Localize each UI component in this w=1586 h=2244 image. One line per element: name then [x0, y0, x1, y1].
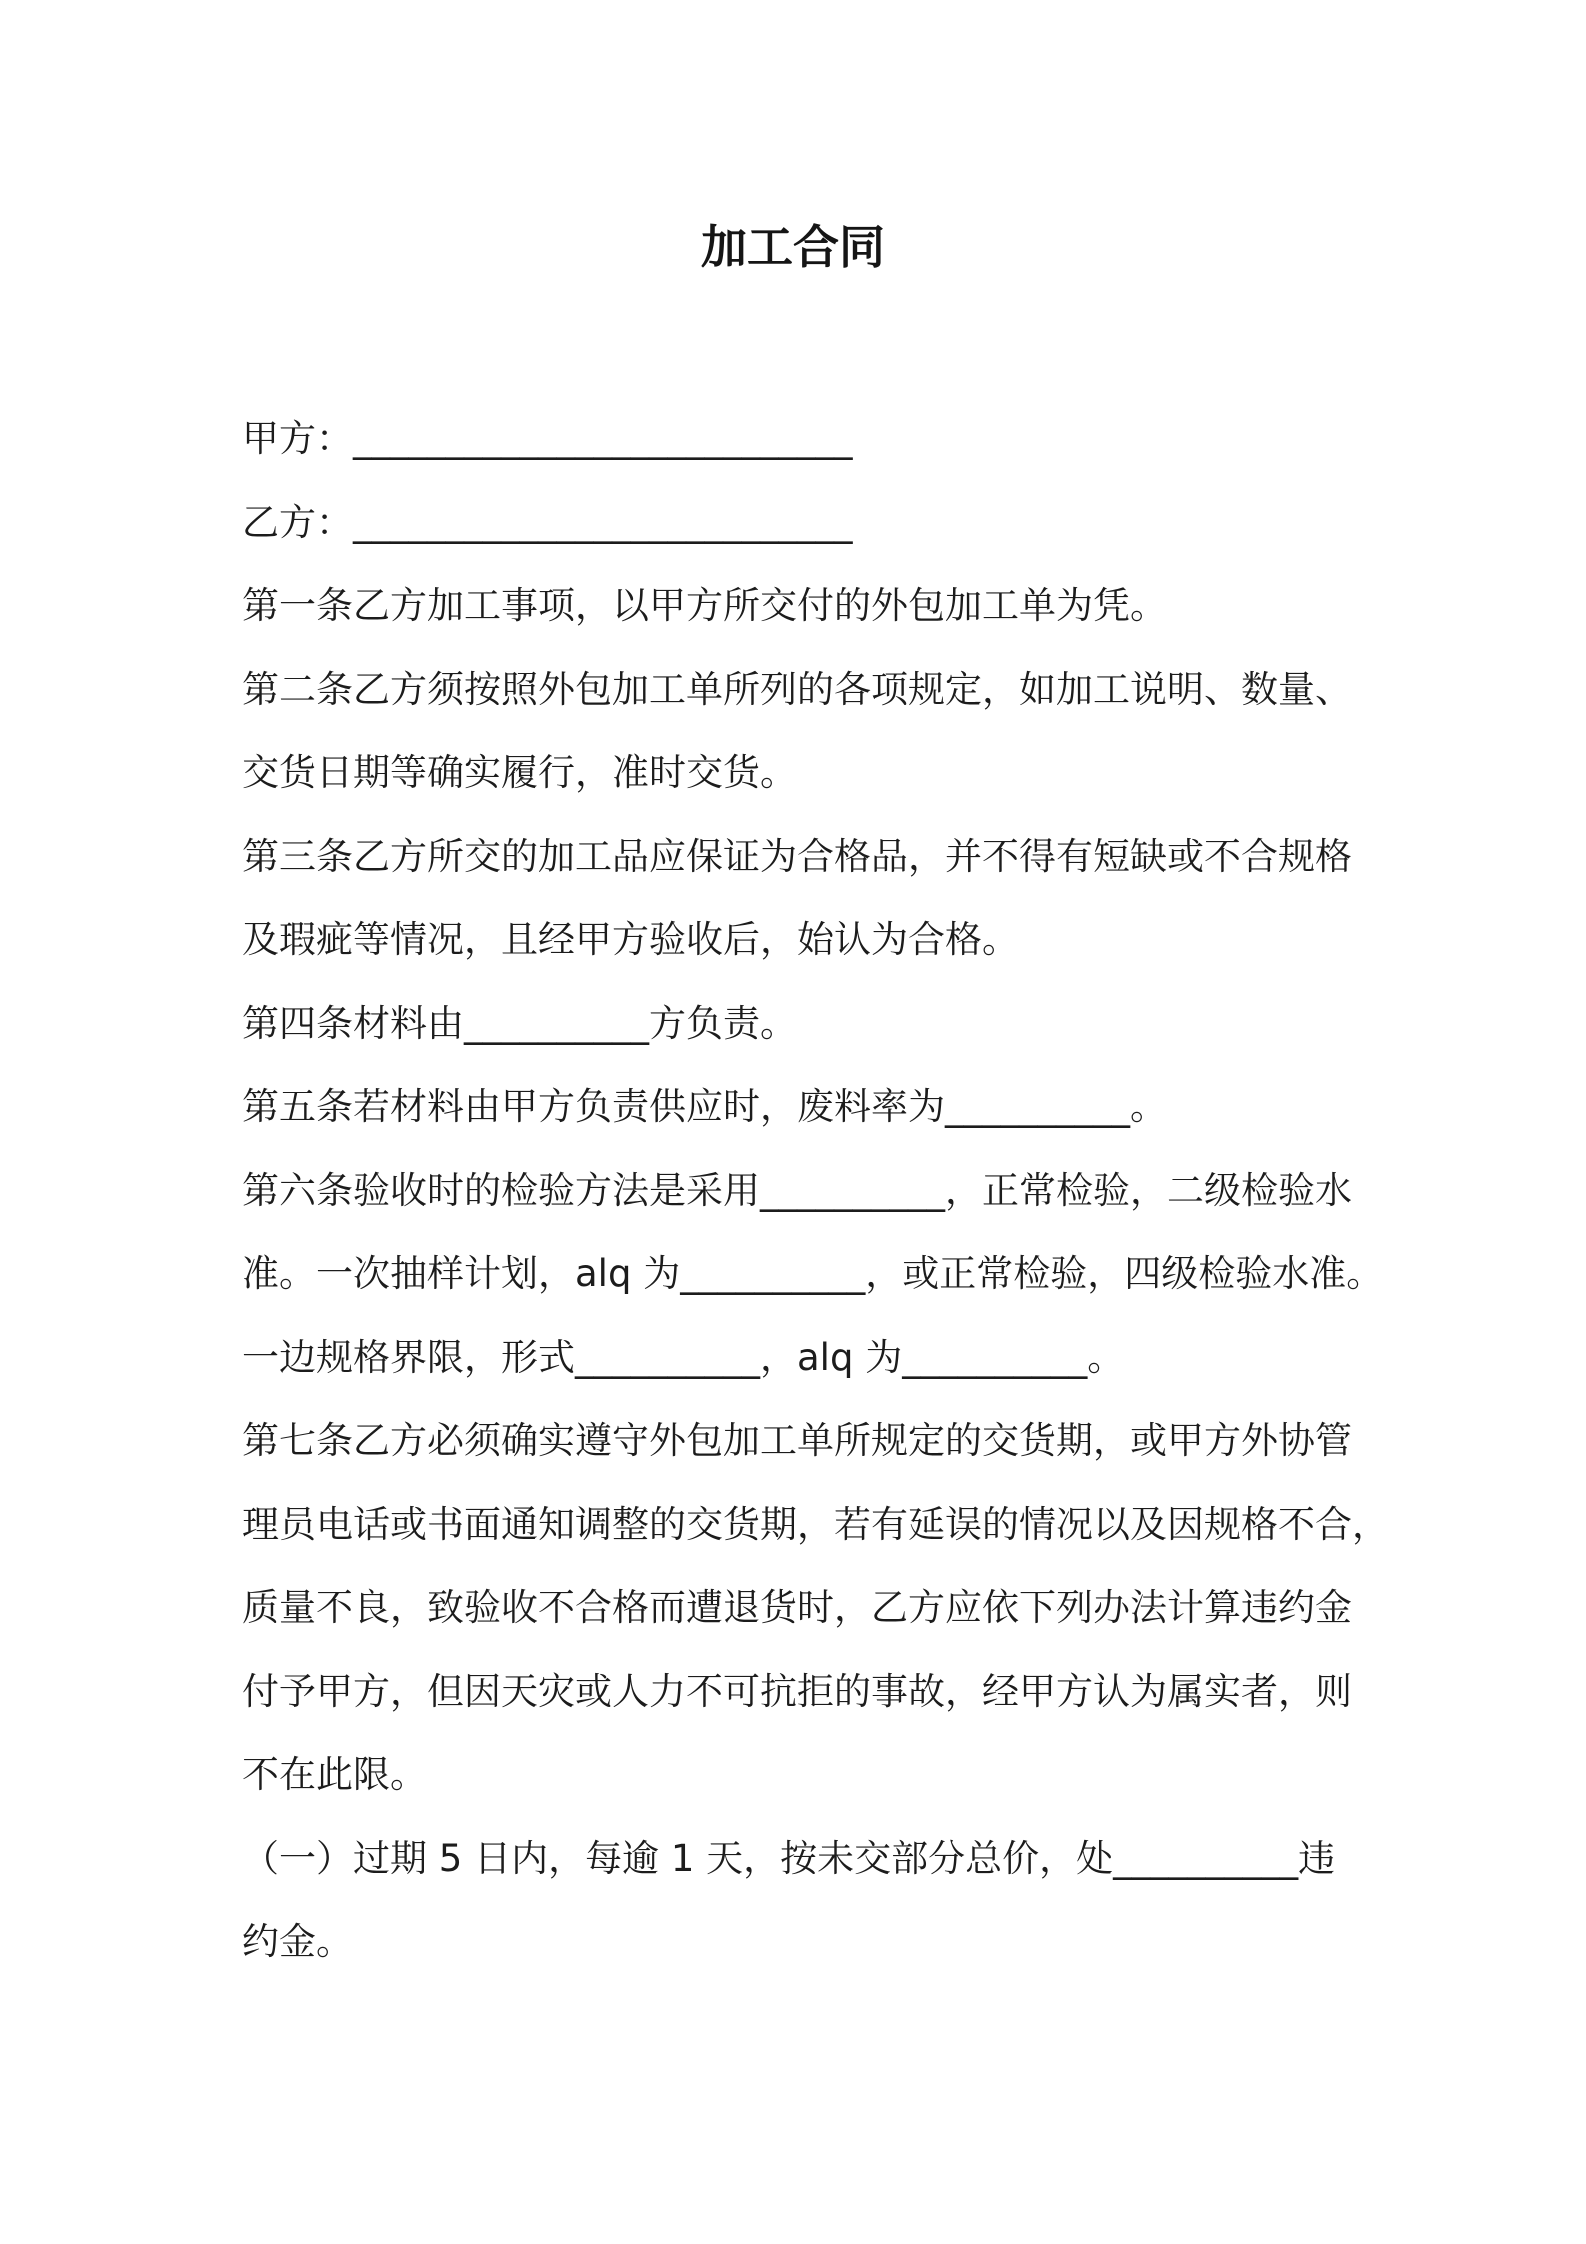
- article-6-line: 第六条验收时的检验方法是采用__________，正常检验，二级检验水: [242, 1168, 1352, 1212]
- article-3-line: 及瑕疵等情况，且经甲方验收后，始认为合格。: [242, 918, 1019, 961]
- article-2-paragraph: [242, 648, 1482, 815]
- clause-1-line: （一）过期 5 日内，每逾 1 天，按未交部分总价，处__________违: [242, 1836, 1336, 1880]
- clause-1-line: 约金。: [242, 1920, 353, 1963]
- article-6-paragraph: [242, 1149, 1482, 1400]
- party-b-line: 乙方：___________________________: [242, 500, 853, 544]
- article-7-line: 理员电话或书面通知调整的交货期，若有延误的情况以及因规格不合，: [242, 1502, 1389, 1546]
- clause-1-paragraph: [242, 1817, 1482, 1984]
- article-7-line: 不在此限。: [242, 1753, 427, 1796]
- article-2-line: 交货日期等确实履行，准时交货。: [242, 751, 797, 794]
- document-title: 加工合同: [701, 220, 885, 274]
- article-3-paragraph: [242, 815, 1482, 982]
- article-5-line: 第五条若材料由甲方负责供应时，废料率为__________。: [242, 1085, 1167, 1128]
- article-4-paragraph: [242, 982, 1482, 1066]
- article-6-line: 准。一次抽样计划，alq 为__________，或正常检验，四级检验水准。: [242, 1252, 1384, 1295]
- party-b-paragraph: [242, 481, 1482, 565]
- article-7-paragraph: [242, 1399, 1482, 1817]
- article-3-line: 第三条乙方所交的加工品应保证为合格品，并不得有短缺或不合规格: [242, 834, 1352, 878]
- article-7-line: 第七条乙方必须确实遵守外包加工单所规定的交货期，或甲方外协管: [242, 1419, 1352, 1462]
- article-5-paragraph: [242, 1065, 1482, 1149]
- article-2-line: 第二条乙方须按照外包加工单所列的各项规定，如加工说明、数量、: [242, 667, 1352, 711]
- party-a-line: 甲方：___________________________: [242, 417, 853, 460]
- party-a-paragraph: [242, 397, 1482, 481]
- article-6-line: 一边规格界限，形式__________，alq 为__________。: [242, 1335, 1125, 1379]
- article-1-line: 第一条乙方加工事项，以甲方所交付的外包加工单为凭。: [242, 584, 1167, 627]
- document-body: [242, 397, 1482, 1984]
- article-4-line: 第四条材料由__________方负责。: [242, 1001, 797, 1045]
- article-1-paragraph: [242, 564, 1482, 648]
- article-7-line: 付予甲方，但因天灾或人力不可抗拒的事故，经甲方认为属实者，则: [242, 1669, 1352, 1713]
- article-7-line: 质量不良，致验收不合格而遭退货时，乙方应依下列办法计算违约金: [242, 1586, 1352, 1629]
